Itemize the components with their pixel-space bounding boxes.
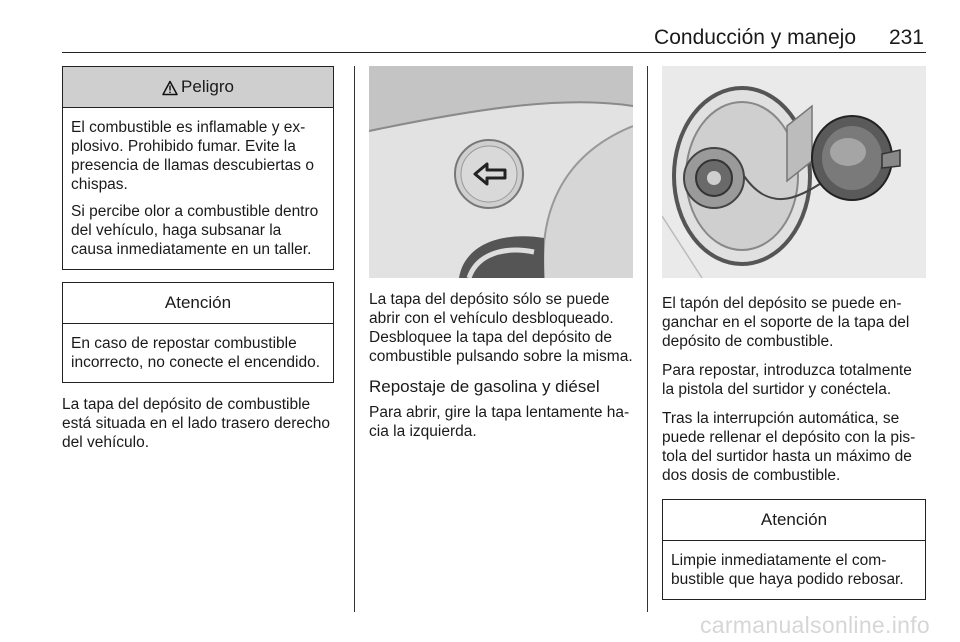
body-paragraph: Para repostar, introduzca totalmente la pistola del surtidor y conéctela. bbox=[662, 362, 912, 398]
body-paragraph: Tras la interrupción automática, se puede rellenar el depósito con la pistola del surtidor hasta un máximo de dos dosis de combustible. bbox=[662, 410, 916, 484]
page-number: 231 bbox=[888, 26, 924, 49]
attention-text: Limpie inmediatamente el combustible que haya podido rebosar. bbox=[671, 552, 904, 588]
attention-box-body bbox=[63, 324, 333, 382]
attention-text: En caso de repostar combustible incorrecto, no conecte el encendido. bbox=[71, 335, 321, 371]
attention-box-body bbox=[663, 541, 925, 599]
attention-box-header: Atención bbox=[63, 283, 333, 324]
danger-paragraph: El combustible es inflamable y explosivo. Prohibido fumar. Evite la presencia de llamas descubiertas o chispas. bbox=[71, 119, 314, 193]
column-2 bbox=[369, 66, 633, 451]
danger-box-header bbox=[63, 67, 333, 108]
attention-box bbox=[662, 499, 926, 600]
danger-paragraph: Si percibe olor a combustible dentro del vehículo, haga subsanar la causa inmediatamente en un taller. bbox=[71, 203, 319, 258]
page-header bbox=[62, 22, 926, 53]
column-divider bbox=[354, 66, 355, 612]
attention-box-header: Atención bbox=[663, 500, 925, 541]
body-paragraph: El tapón del depósito se puede enganchar en el soporte de la tapa del depósito de combustible. bbox=[662, 295, 910, 350]
column-1 bbox=[62, 66, 334, 462]
danger-box bbox=[62, 66, 334, 270]
column-3 bbox=[662, 66, 926, 600]
subheading: Repostaje de gasolina y diésel bbox=[369, 377, 600, 396]
danger-box-body bbox=[63, 108, 333, 269]
danger-box-title: Peligro bbox=[181, 77, 234, 96]
body-paragraph: La tapa del depósito de combustible está situada en el lado trasero derecho del vehículo. bbox=[62, 396, 330, 451]
watermark: carmanualsonline.info bbox=[699, 612, 930, 638]
section-title: Conducción y manejo bbox=[654, 26, 856, 49]
body-paragraph: La tapa del depósito sólo se puede abrir con el vehículo desbloqueado. Desbloquee la tapa del depósito de combustible pulsando sobre la misma. bbox=[369, 291, 633, 365]
fuel-cap-illustration bbox=[662, 66, 926, 278]
attention-box bbox=[62, 282, 334, 383]
fuel-door-illustration bbox=[369, 66, 633, 278]
warning-triangle-icon bbox=[162, 80, 178, 96]
column-divider bbox=[647, 66, 648, 612]
body-paragraph: Para abrir, gire la tapa lentamente hacia la izquierda. bbox=[369, 404, 630, 440]
